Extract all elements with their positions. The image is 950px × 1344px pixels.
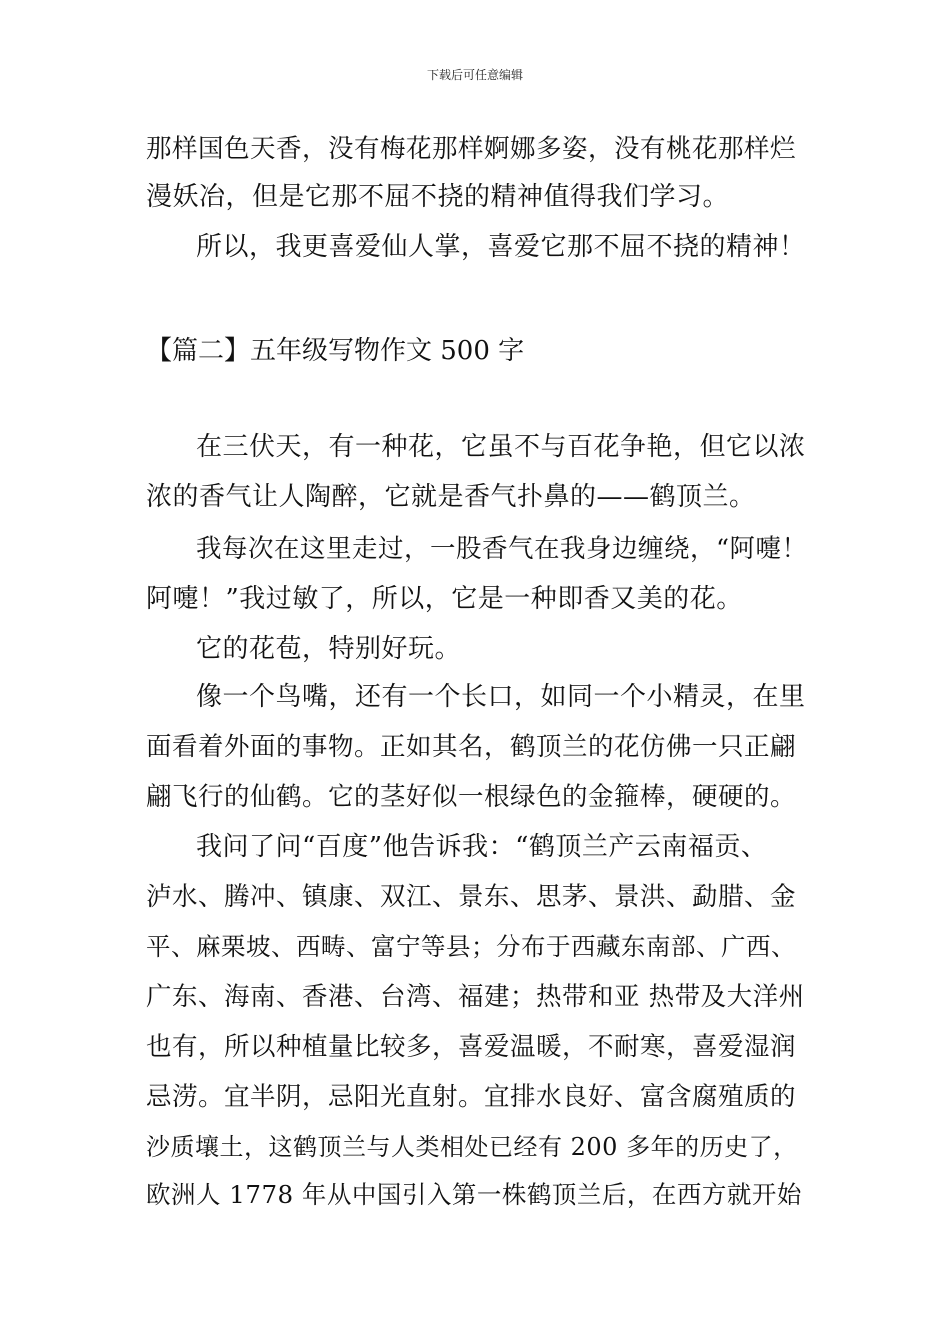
text-line: 所以，我更喜爱仙人掌，喜爱它那不屈不挠的精神！ (196, 232, 806, 262)
text-line: 平、麻栗坡、西畴、富宁等县；分布于西藏东南部、广西、 (146, 932, 796, 961)
text-line: 忌涝。宜半阴，忌阳光直射。宜排水良好、富含腐殖质的 (146, 1082, 797, 1112)
text-line: 那样国色天香，没有梅花那样婀娜多姿，没有桃花那样烂 (146, 134, 797, 164)
text-line: 也有，所以种植量比较多，喜爱温暖，不耐寒，喜爱湿润 (146, 1032, 797, 1062)
text-line: 我每次在这里走过，一股香气在我身边缠绕，“阿嚏！ (196, 534, 808, 564)
text-line: 漫妖冶，但是它那不屈不挠的精神值得我们学习。 (146, 182, 730, 212)
text-line: 它的花苞，特别好玩。 (196, 634, 462, 664)
text-line: 面看着外面的事物。正如其名，鹤顶兰的花仿佛一只正翩 (146, 732, 797, 762)
text-line: 我问了问“百度”他告诉我：“鹤顶兰产云南福贡、 (196, 832, 768, 862)
text-line: 在三伏天，有一种花，它虽不与百花争艳，但它以浓 (196, 432, 806, 462)
page-header-note: 下载后可任意编辑 (426, 68, 523, 82)
section-title: 【篇二】五年级写物作文 500 字 (146, 336, 525, 366)
text-line: 欧洲人 1778 年从中国引入第一株鹤顶兰后，在西方就开始 (146, 1180, 802, 1209)
text-line: 广东、海南、香港、台湾、福建；热带和亚 热带及大洋州 (146, 982, 805, 1012)
text-line: 阿嚏！”我过敏了，所以，它是一种即香又美的花。 (146, 584, 743, 614)
text-line: 翩飞行的仙鹤。它的茎好似一根绿色的金箍棒，硬硬的。 (146, 782, 797, 812)
text-line: 浓的香气让人陶醉，它就是香气扑鼻的——鹤顶兰。 (146, 482, 756, 512)
text-line: 泸水、腾冲、镇康、双江、景东、思茅、景洪、勐腊、金 (146, 882, 797, 912)
text-line: 沙质壤土，这鹤顶兰与人类相处已经有 200 多年的历史了， (146, 1133, 798, 1161)
text-line: 像一个鸟嘴，还有一个长口，如同一个小精灵，在里 (196, 682, 806, 712)
